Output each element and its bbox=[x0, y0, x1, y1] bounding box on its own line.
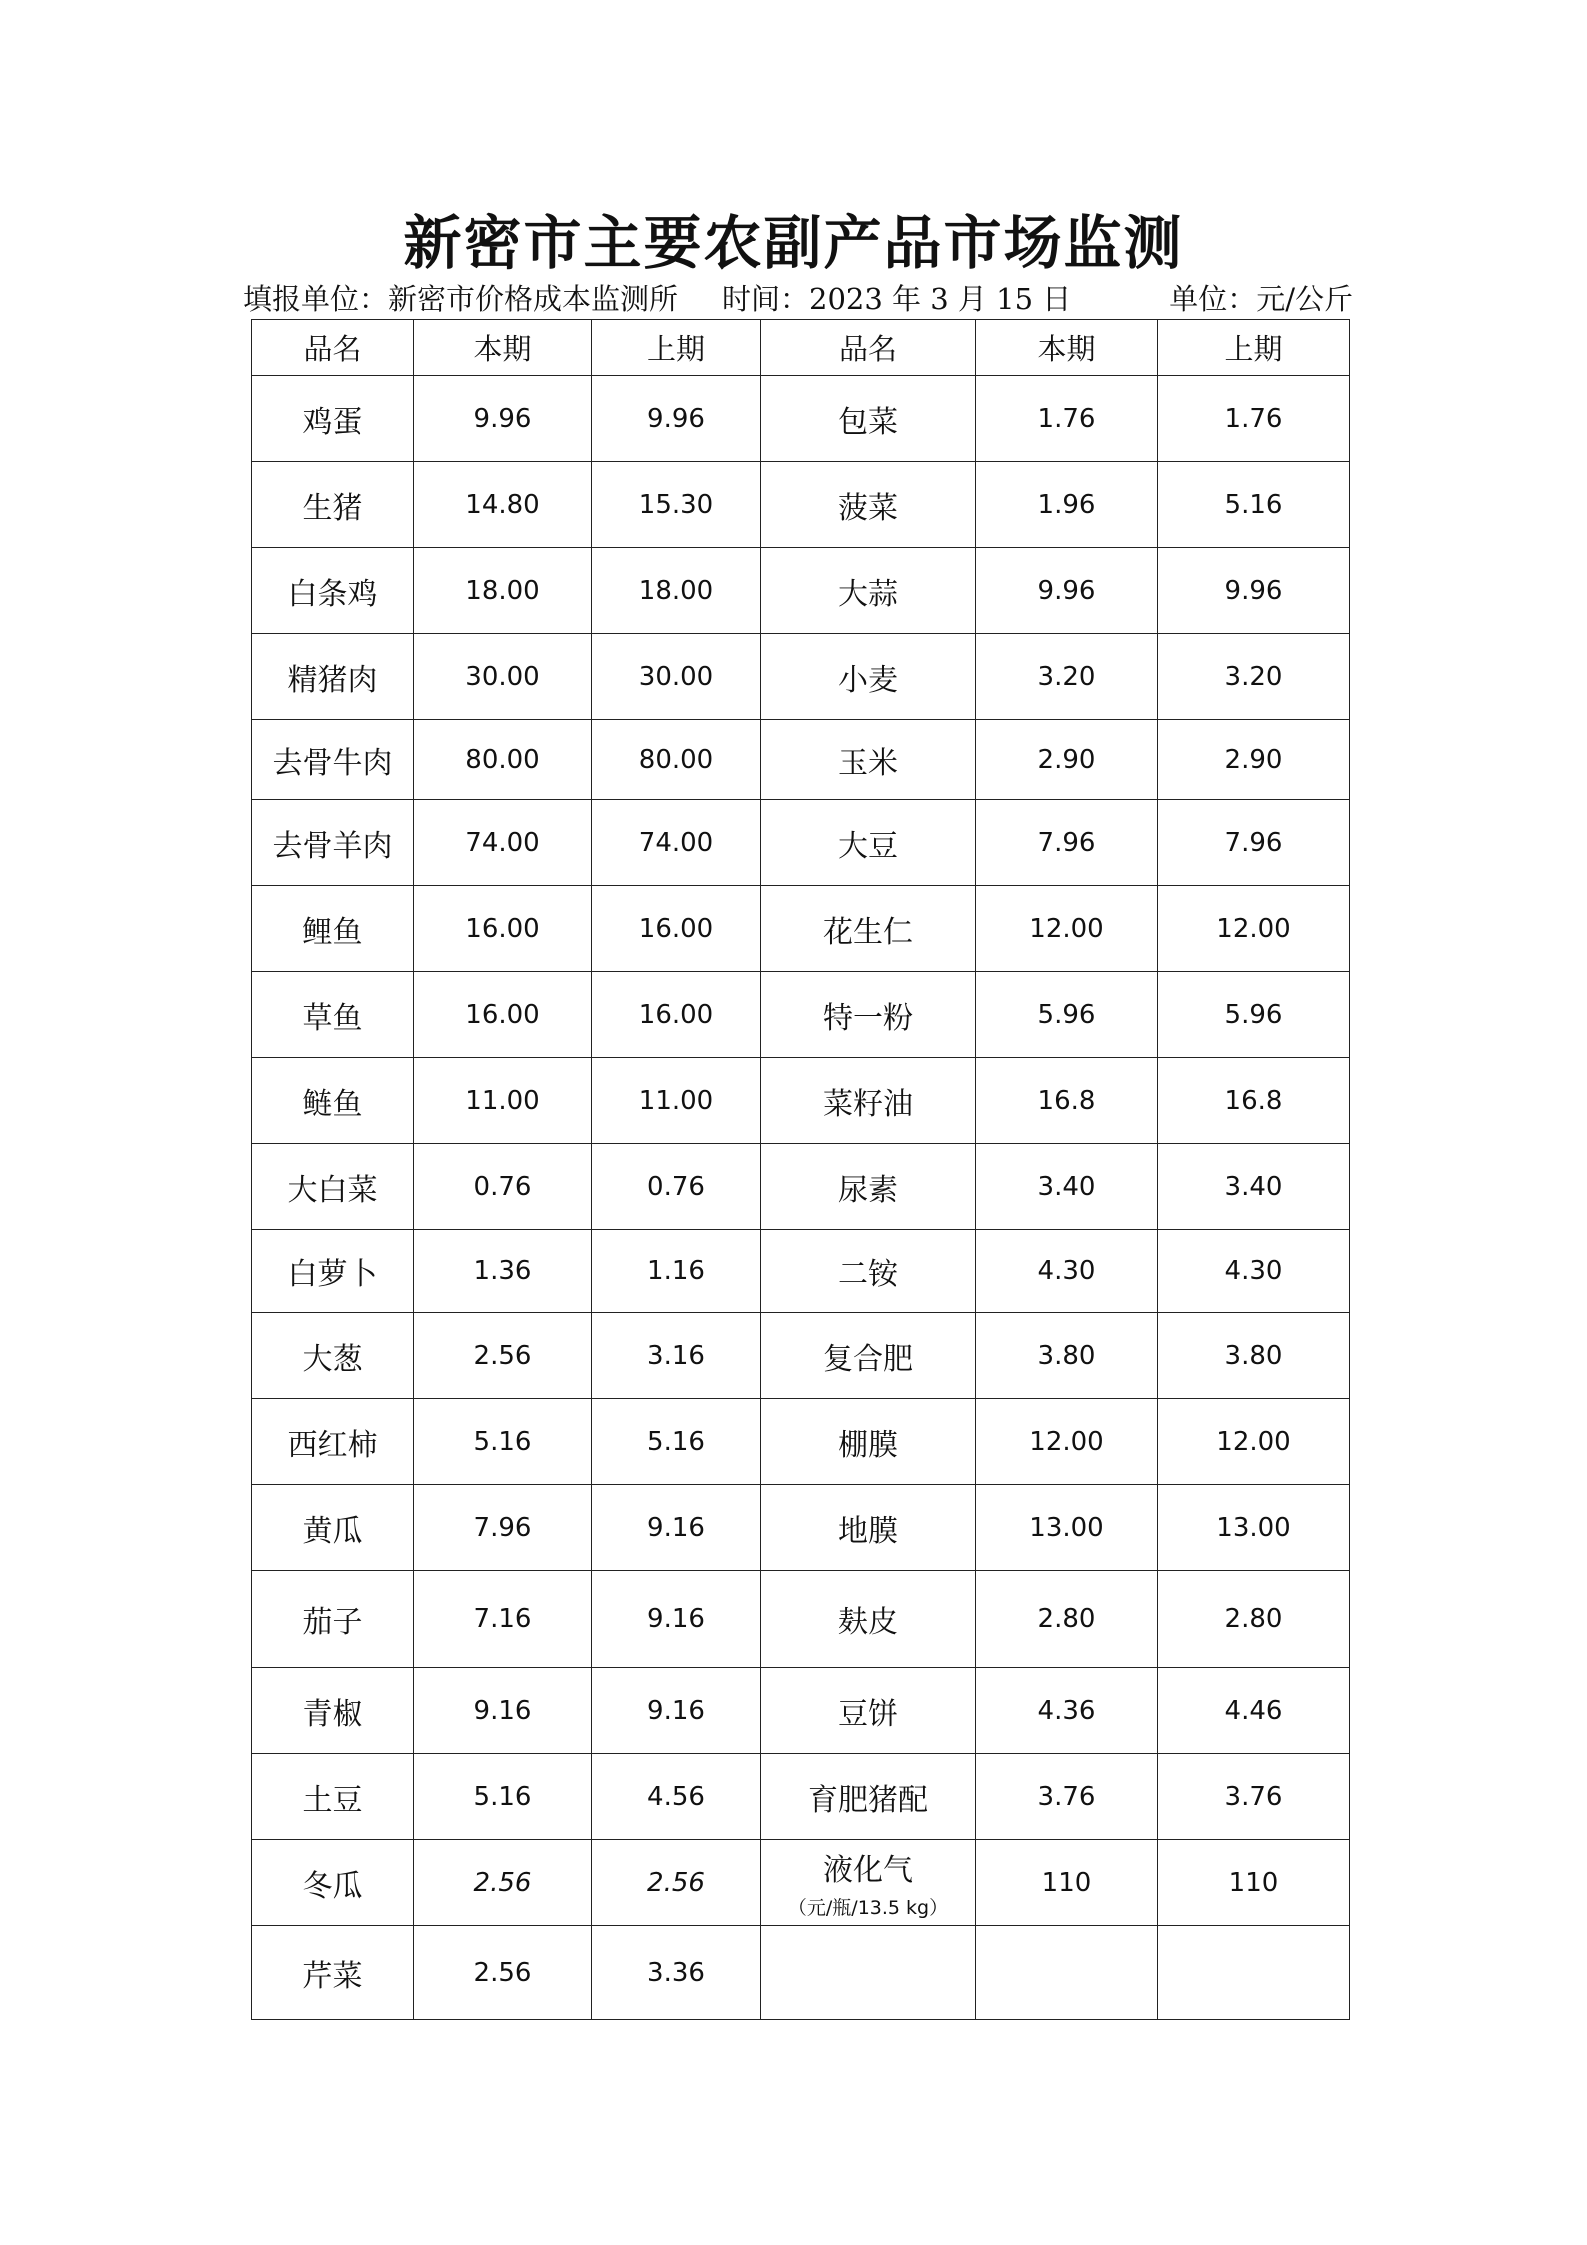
current-price-left: 5.16 bbox=[414, 1754, 592, 1840]
product-name-right bbox=[761, 1485, 976, 1571]
product-name-left bbox=[252, 1144, 414, 1230]
current-price-left: 9.16 bbox=[414, 1668, 592, 1754]
header-name-left: 品名 bbox=[252, 320, 414, 376]
previous-price-left: 15.30 bbox=[592, 462, 761, 548]
product-name-left bbox=[252, 800, 414, 886]
current-price-right: 16.8 bbox=[976, 1058, 1158, 1144]
previous-price-left: 2.56 bbox=[592, 1840, 761, 1926]
product-name-left bbox=[252, 1571, 414, 1668]
current-price-right: 3.40 bbox=[976, 1144, 1158, 1230]
previous-price-right: 12.00 bbox=[1158, 1399, 1350, 1485]
current-price-right: 3.20 bbox=[976, 634, 1158, 720]
previous-price-right: 1.76 bbox=[1158, 376, 1350, 462]
product-name-left bbox=[252, 462, 414, 548]
table-row bbox=[252, 1399, 1350, 1485]
current-price-right: 1.76 bbox=[976, 376, 1158, 462]
current-price-left: 7.96 bbox=[414, 1485, 592, 1571]
product-name-text: 麸皮 bbox=[838, 1605, 898, 1640]
previous-price-right: 12.00 bbox=[1158, 886, 1350, 972]
current-price-left: 0.76 bbox=[414, 1144, 592, 1230]
table-row bbox=[252, 1230, 1350, 1313]
product-name-text: 玉米 bbox=[838, 745, 898, 781]
previous-price-left: 3.16 bbox=[592, 1313, 761, 1399]
header-current-right: 本期 bbox=[976, 320, 1158, 376]
table-row bbox=[252, 1926, 1350, 2020]
header-previous-right: 上期 bbox=[1158, 320, 1350, 376]
table-row bbox=[252, 462, 1350, 548]
product-name-text: 豆饼 bbox=[838, 1696, 898, 1732]
product-name-text: 复合肥 bbox=[823, 1341, 913, 1377]
product-name-left bbox=[252, 1058, 414, 1144]
product-name-left bbox=[252, 1485, 414, 1571]
product-name-right bbox=[761, 1144, 976, 1230]
previous-price-right bbox=[1158, 1926, 1350, 2020]
product-name-text: 鲢鱼 bbox=[302, 1086, 363, 1122]
table-row bbox=[252, 1754, 1350, 1840]
previous-price-left: 3.36 bbox=[592, 1926, 761, 2020]
current-price-right: 12.00 bbox=[976, 886, 1158, 972]
product-name-right bbox=[761, 1926, 976, 2020]
product-name-right bbox=[761, 1058, 976, 1144]
product-name-text: 土豆 bbox=[302, 1782, 363, 1818]
previous-price-right: 4.46 bbox=[1158, 1668, 1350, 1754]
table-row bbox=[252, 972, 1350, 1058]
product-name-left bbox=[252, 1313, 414, 1399]
current-price-left: 16.00 bbox=[414, 972, 592, 1058]
product-name-text: 鲤鱼 bbox=[302, 914, 363, 950]
product-name-text: 生猪 bbox=[302, 490, 363, 526]
report-date: 时间：2023 年 3 月 15 日 bbox=[722, 281, 1072, 316]
current-price-left: 1.36 bbox=[414, 1230, 592, 1313]
current-price-left: 2.56 bbox=[414, 1840, 592, 1926]
previous-price-right: 3.76 bbox=[1158, 1754, 1350, 1840]
product-name-text: 大葱 bbox=[302, 1341, 363, 1377]
product-name-text: 精猪肉 bbox=[287, 662, 378, 698]
product-name-text: 去骨牛肉 bbox=[272, 745, 393, 781]
product-name-left bbox=[252, 720, 414, 800]
price-table-body bbox=[252, 376, 1350, 2020]
product-name-right bbox=[761, 1313, 976, 1399]
table-row bbox=[252, 886, 1350, 972]
product-name-text: 西红柿 bbox=[287, 1427, 378, 1463]
header-name-right: 品名 bbox=[761, 320, 976, 376]
product-name-text: 芹菜 bbox=[302, 1958, 363, 1994]
current-price-right: 13.00 bbox=[976, 1485, 1158, 1571]
product-name-text: 小麦 bbox=[838, 662, 898, 698]
table-row bbox=[252, 1840, 1350, 1926]
product-name-left bbox=[252, 634, 414, 720]
product-name-text: 二铵 bbox=[838, 1257, 898, 1292]
previous-price-left: 9.96 bbox=[592, 376, 761, 462]
product-name-left bbox=[252, 1399, 414, 1485]
table-row bbox=[252, 1485, 1350, 1571]
current-price-right bbox=[976, 1926, 1158, 2020]
previous-price-right: 9.96 bbox=[1158, 548, 1350, 634]
previous-price-left: 30.00 bbox=[592, 634, 761, 720]
product-name-right bbox=[761, 462, 976, 548]
current-price-left: 7.16 bbox=[414, 1571, 592, 1668]
product-name-left bbox=[252, 548, 414, 634]
product-name-left bbox=[252, 376, 414, 462]
product-name-left bbox=[252, 1840, 414, 1926]
product-name-right bbox=[761, 1571, 976, 1668]
previous-price-right: 3.80 bbox=[1158, 1313, 1350, 1399]
previous-price-right: 2.80 bbox=[1158, 1571, 1350, 1668]
product-name-right bbox=[761, 548, 976, 634]
previous-price-left: 1.16 bbox=[592, 1230, 761, 1313]
header-current-left: 本期 bbox=[414, 320, 592, 376]
product-name-right bbox=[761, 376, 976, 462]
current-price-left: 9.96 bbox=[414, 376, 592, 462]
product-name-left bbox=[252, 972, 414, 1058]
current-price-right: 4.30 bbox=[976, 1230, 1158, 1313]
product-name-text: 花生仁 bbox=[823, 914, 913, 950]
product-name-text: 冬瓜 bbox=[302, 1868, 363, 1904]
previous-price-right: 13.00 bbox=[1158, 1485, 1350, 1571]
product-name-left bbox=[252, 1668, 414, 1754]
header-previous-left: 上期 bbox=[592, 320, 761, 376]
current-price-right: 3.80 bbox=[976, 1313, 1158, 1399]
previous-price-right: 16.8 bbox=[1158, 1058, 1350, 1144]
product-name-right bbox=[761, 1754, 976, 1840]
product-name-right bbox=[761, 1840, 976, 1926]
product-name-text: 地膜 bbox=[838, 1513, 898, 1549]
current-price-left: 2.56 bbox=[414, 1926, 592, 2020]
product-name-right bbox=[761, 886, 976, 972]
previous-price-left: 18.00 bbox=[592, 548, 761, 634]
product-name-text: 育肥猪配 bbox=[808, 1782, 928, 1818]
table-row bbox=[252, 1144, 1350, 1230]
product-name-text: 菜籽油 bbox=[823, 1086, 913, 1122]
product-name-text: 大白菜 bbox=[287, 1172, 378, 1208]
product-name-text: 液化气 bbox=[823, 1853, 913, 1888]
table-row bbox=[252, 1571, 1350, 1668]
previous-price-left: 9.16 bbox=[592, 1485, 761, 1571]
product-name-right bbox=[761, 800, 976, 886]
previous-price-right: 7.96 bbox=[1158, 800, 1350, 886]
product-name-text: 草鱼 bbox=[302, 1000, 363, 1036]
previous-price-left: 80.00 bbox=[592, 720, 761, 800]
product-name-text: 白条鸡 bbox=[287, 576, 378, 612]
current-price-right: 110 bbox=[976, 1840, 1158, 1926]
product-name-text: 特一粉 bbox=[823, 1000, 913, 1036]
table-row bbox=[252, 1058, 1350, 1144]
current-price-left: 74.00 bbox=[414, 800, 592, 886]
current-price-left: 80.00 bbox=[414, 720, 592, 800]
previous-price-left: 5.16 bbox=[592, 1399, 761, 1485]
current-price-right: 12.00 bbox=[976, 1399, 1158, 1485]
product-name-left bbox=[252, 1754, 414, 1840]
table-row bbox=[252, 720, 1350, 800]
current-price-right: 2.90 bbox=[976, 720, 1158, 800]
previous-price-right: 5.16 bbox=[1158, 462, 1350, 548]
product-name-text: 茄子 bbox=[302, 1605, 363, 1640]
product-name-right bbox=[761, 634, 976, 720]
product-unit-note: （元/瓶/13.5 kg） bbox=[787, 1897, 949, 1919]
previous-price-right: 3.40 bbox=[1158, 1144, 1350, 1230]
product-name-text: 白萝卜 bbox=[287, 1257, 378, 1292]
previous-price-right: 2.90 bbox=[1158, 720, 1350, 800]
previous-price-left: 74.00 bbox=[592, 800, 761, 886]
product-name-text: 鸡蛋 bbox=[302, 404, 363, 440]
page-title: 新密市主要农副产品市场监测 bbox=[403, 209, 1184, 277]
product-name-left bbox=[252, 1230, 414, 1313]
current-price-right: 2.80 bbox=[976, 1571, 1158, 1668]
current-price-right: 5.96 bbox=[976, 972, 1158, 1058]
product-name-right bbox=[761, 1668, 976, 1754]
previous-price-right: 3.20 bbox=[1158, 634, 1350, 720]
current-price-left: 2.56 bbox=[414, 1313, 592, 1399]
current-price-right: 3.76 bbox=[976, 1754, 1158, 1840]
product-name-right bbox=[761, 1399, 976, 1485]
table-row bbox=[252, 800, 1350, 886]
current-price-right: 7.96 bbox=[976, 800, 1158, 886]
previous-price-left: 9.16 bbox=[592, 1571, 761, 1668]
current-price-left: 18.00 bbox=[414, 548, 592, 634]
current-price-left: 14.80 bbox=[414, 462, 592, 548]
product-name-text: 青椒 bbox=[302, 1696, 363, 1732]
product-name-text: 大蒜 bbox=[838, 576, 898, 612]
previous-price-right: 5.96 bbox=[1158, 972, 1350, 1058]
product-name-right bbox=[761, 972, 976, 1058]
current-price-right: 4.36 bbox=[976, 1668, 1158, 1754]
current-price-left: 11.00 bbox=[414, 1058, 592, 1144]
table-row bbox=[252, 1668, 1350, 1754]
reporting-unit: 填报单位：新密市价格成本监测所 bbox=[243, 281, 679, 316]
current-price-left: 30.00 bbox=[414, 634, 592, 720]
previous-price-right: 110 bbox=[1158, 1840, 1350, 1926]
product-name-text: 黄瓜 bbox=[302, 1513, 363, 1549]
product-name-text: 棚膜 bbox=[838, 1427, 898, 1463]
product-name-text: 尿素 bbox=[838, 1172, 898, 1208]
current-price-left: 5.16 bbox=[414, 1399, 592, 1485]
price-unit: 单位：元/公斤 bbox=[1169, 281, 1353, 316]
table-row bbox=[252, 548, 1350, 634]
previous-price-left: 11.00 bbox=[592, 1058, 761, 1144]
previous-price-left: 9.16 bbox=[592, 1668, 761, 1754]
report-meta bbox=[243, 278, 1353, 316]
table-row bbox=[252, 1313, 1350, 1399]
product-name-left bbox=[252, 1926, 414, 2020]
price-table bbox=[251, 319, 1350, 2020]
previous-price-left: 4.56 bbox=[592, 1754, 761, 1840]
table-header-row bbox=[252, 320, 1350, 376]
product-name-text: 大豆 bbox=[838, 828, 898, 864]
product-name-right bbox=[761, 720, 976, 800]
previous-price-right: 4.30 bbox=[1158, 1230, 1350, 1313]
previous-price-left: 0.76 bbox=[592, 1144, 761, 1230]
product-name-left bbox=[252, 886, 414, 972]
table-row bbox=[252, 376, 1350, 462]
previous-price-left: 16.00 bbox=[592, 972, 761, 1058]
product-name-text: 菠菜 bbox=[838, 490, 898, 526]
product-name-right bbox=[761, 1230, 976, 1313]
previous-price-left: 16.00 bbox=[592, 886, 761, 972]
current-price-right: 9.96 bbox=[976, 548, 1158, 634]
product-name-text: 去骨羊肉 bbox=[272, 828, 393, 864]
product-name-text: 包菜 bbox=[838, 404, 898, 440]
table-row bbox=[252, 634, 1350, 720]
current-price-right: 1.96 bbox=[976, 462, 1158, 548]
current-price-left: 16.00 bbox=[414, 886, 592, 972]
